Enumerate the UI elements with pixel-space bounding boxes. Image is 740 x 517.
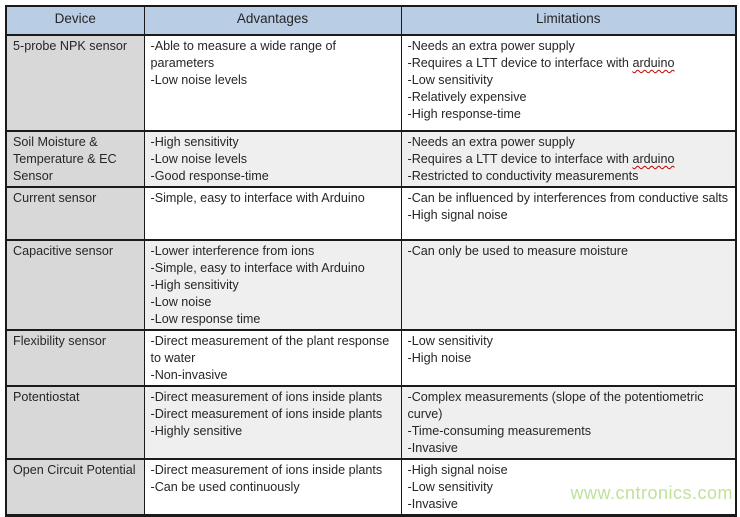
advantages-cell (144, 240, 401, 330)
table-row (6, 131, 736, 187)
table-row (6, 459, 736, 516)
limitations-cell (401, 131, 736, 187)
list-item: -Direct measurement of ions inside plants (150, 407, 383, 421)
list-item: -Can only be used to measure moisture (407, 244, 629, 258)
header-row (6, 6, 736, 35)
list-item: -Lower interference from ions (150, 244, 315, 258)
list-item: -Simple, easy to interface with Arduino (150, 261, 365, 275)
device-cell: Soil Moisture & Temperature & EC Sensor (6, 131, 144, 187)
list-item: -High noise (407, 351, 472, 365)
list-item: -Low noise levels (150, 73, 248, 87)
device-cell: Open Circuit Potential (6, 459, 144, 516)
list-item: -Direct measurement of ions inside plants (150, 390, 383, 404)
list-item: -Needs an extra power supply (407, 39, 575, 53)
list-item: -Low noise levels (150, 152, 248, 166)
misspelled-word: arduino (632, 56, 675, 70)
table-row (6, 35, 736, 131)
limitations-cell (401, 386, 736, 459)
table-row (6, 330, 736, 386)
header-advantages: Advantages (144, 6, 401, 35)
list-item: -Direct measurement of the plant response to water (150, 334, 390, 365)
list-item: -Can be influenced by interferences from conductive salts (407, 191, 729, 205)
watermark: www.cntronics.com (570, 483, 733, 503)
advantages-cell (144, 131, 401, 187)
device-cell: Current sensor (6, 187, 144, 240)
list-item: -Relatively expensive (407, 90, 527, 104)
list-item: -Direct measurement of ions inside plants (150, 463, 383, 477)
list-item: -Low noise (150, 295, 212, 309)
list-item: -Low response time (150, 312, 261, 326)
list-item: -Requires a LTT device to interface with arduino (407, 152, 675, 166)
device-cell: Potentiostat (6, 386, 144, 459)
list-item: -High sensitivity (150, 135, 239, 149)
list-item: -High response-time (407, 107, 521, 121)
table-row (6, 240, 736, 330)
header-limitations: Limitations (401, 6, 736, 35)
list-item: -High signal noise (407, 208, 508, 222)
list-item: -Able to measure a wide range of parameters (150, 39, 337, 70)
limitations-cell (401, 240, 736, 330)
header-device: Device (6, 6, 144, 35)
sensor-comparison-table (5, 5, 737, 517)
table-row (6, 187, 736, 240)
list-item: -Non-invasive (150, 368, 228, 382)
advantages-cell (144, 459, 401, 516)
advantages-cell (144, 386, 401, 459)
table-row (6, 386, 736, 459)
list-item: -High sensitivity (150, 278, 239, 292)
limitations-cell (401, 187, 736, 240)
list-item: -Can be used continuously (150, 480, 300, 494)
list-item: -Simple, easy to interface with Arduino (150, 191, 365, 205)
list-item: -Good response-time (150, 169, 269, 183)
list-item: -Highly sensitive (150, 424, 243, 438)
list-item: -Time-consuming measurements (407, 424, 592, 438)
advantages-cell (144, 35, 401, 131)
list-item: -Invasive (407, 497, 458, 511)
list-item: -Low sensitivity (407, 334, 493, 348)
table-body (6, 35, 736, 516)
limitations-cell (401, 330, 736, 386)
limitations-cell (401, 459, 736, 516)
advantages-cell (144, 187, 401, 240)
device-cell: 5-probe NPK sensor (6, 35, 144, 131)
device-cell: Capacitive sensor (6, 240, 144, 330)
list-item: -Invasive (407, 441, 458, 455)
advantages-cell (144, 330, 401, 386)
list-item: -Complex measurements (slope of the potentiometric curve) (407, 390, 704, 421)
list-item: -High signal noise (407, 463, 508, 477)
limitations-cell (401, 35, 736, 131)
list-item: -Low sensitivity (407, 73, 493, 87)
list-item: -Restricted to conductivity measurements (407, 169, 639, 183)
list-item: -Requires a LTT device to interface with arduino (407, 56, 675, 70)
list-item: -Needs an extra power supply (407, 135, 575, 149)
device-cell: Flexibility sensor (6, 330, 144, 386)
misspelled-word: arduino (632, 152, 675, 166)
list-item: -Low sensitivity (407, 480, 493, 494)
